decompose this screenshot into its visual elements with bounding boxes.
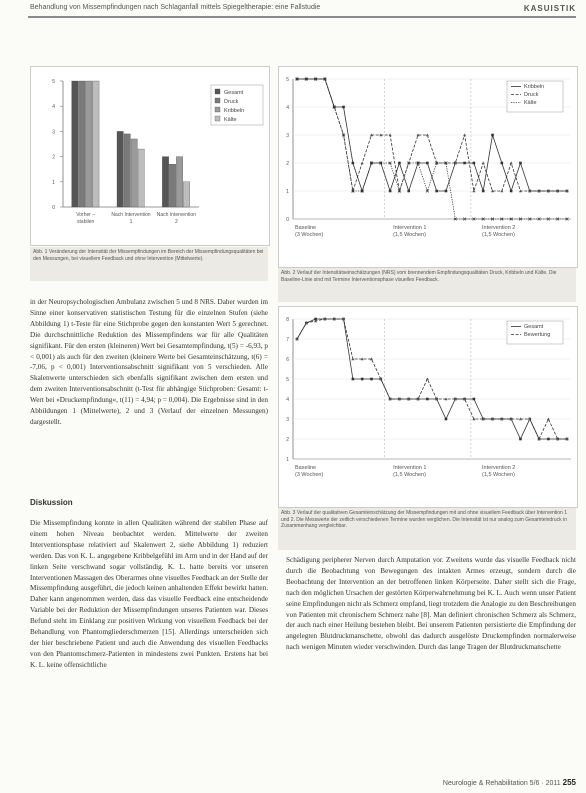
x-tick-label: Baseline <box>295 465 317 471</box>
data-point <box>510 161 513 164</box>
x-tick-label: Nach Intervention <box>156 212 196 218</box>
y-tick-label: 1 <box>286 457 289 463</box>
y-tick-label: 2 <box>286 161 289 167</box>
bar <box>86 81 92 207</box>
data-point <box>473 162 476 165</box>
line-chart-overall <box>279 307 577 507</box>
data-point <box>352 162 355 165</box>
x-tick-label: Intervention 1 <box>393 225 427 231</box>
line-chart-qualities <box>279 67 577 267</box>
x-tick-label: Intervention 1 <box>393 465 427 471</box>
x-tick-label: (1,5 Wochen) <box>393 232 427 238</box>
figure-3-caption: Abb. 3 Verlauf der qualitativen Gesamteinschätzung der Missempfindungen mit und ohne visuellem Feedback über Intervention 1 und 2. Die Messwerte der zeitlich verschiedenen Termine wurden verglichen. Die Intensität ist nur analog zum Gesamteindruck in Zusammenhang vergleichbar. <box>278 508 576 550</box>
header-rule <box>28 16 576 18</box>
data-point <box>426 133 429 136</box>
x-tick-label: (3 Wochen) <box>295 472 324 478</box>
running-title: Behandlung von Missempfindungen nach Schlaganfall mittels Spiegeltherapie: eine Fallstudie <box>30 4 321 11</box>
data-point <box>500 189 503 192</box>
body-left-discussion <box>30 518 268 780</box>
data-point <box>463 162 466 165</box>
bar-chart <box>31 67 269 245</box>
bar <box>79 81 85 207</box>
data-point <box>426 162 429 165</box>
x-tick-label: (1,5 Wochen) <box>393 472 427 478</box>
section-heading-discussion: Diskussion <box>30 498 73 507</box>
bar <box>162 157 168 207</box>
y-tick-label: 5 <box>52 79 55 85</box>
data-point <box>472 189 475 192</box>
body-left-results <box>30 297 268 479</box>
legend-label: Kribbeln <box>524 84 545 90</box>
data-point <box>351 357 354 360</box>
data-point <box>389 133 392 136</box>
y-tick-label: 4 <box>286 105 289 111</box>
data-point <box>482 190 485 193</box>
y-tick-label: 4 <box>286 397 289 403</box>
x-tick-label: Intervention 2 <box>482 465 516 471</box>
figure-2 <box>278 66 578 268</box>
body-right-discussion <box>286 555 576 765</box>
paragraph: in der Neuropsychologischen Ambulanz zwischen 5 und 8 NRS. Daher wurden im Sinne einer konservativen statistischen Testung für die einzelnen Stufen (siehe Abbildung 1) t-Teste für eine Stichprobe gegen den konstanten Wert 5 gerechnet. Die durchschnittliche Reduktion des Missempfindens war für alle Qualitäten signifikant. Für den ersten (kleineren) Wert bei Gesamtempfindung, t(5) = -6,93, p < 0,001) als auch für den zweiten (kleinere Werte bei Gesamteinschätzung, t(6) = -7,06, p < 0,001) Interventionsabschnitt signifikant von 5 verschieden. Alle Skalenwerte unterschieden sich ebenfalls signifikant zwischen dem ersten und dem zweiten Interventionsabschnitt (t-Test für abhängige Stichproben: Gesamt: t-Wert bei »Druckempfindung«, t(11) = 4,94; p = 0,004). Die Ergebnisse sind in den Abbildungen 1 (Mittelwerte), 2 und 3 (Verlauf der einzelnen Messungen) dargestellt. <box>30 298 268 426</box>
y-tick-label: 3 <box>286 133 289 139</box>
bar <box>117 131 123 207</box>
paragraph: Schädigung peripherer Nerven durch Amputation vor. Zweitens wurde das visuelle Feedback nicht durch die Beobachtung von Bewegungen des intakten Armes erzeugt, sondern durch die Beobachtung der Intervention an der betroffenen linken Körperseite. Daher stellt sich die Frage, nach den möglichen Ursachen der gestörten Körperwahrnehmung bei K. L. Auch wenn unser Patient seine Empfindungen nicht als Schmerz empfand, liegt trotzdem die Analogie zu den Beschreibungen von Patienten mit chronischem Schmerz nahe [8]. Man definiert chronischen Schmerz als Schmerz, der auch nach einer Heilung bestehen bleibt. Bei unserem Patienten persistierte die Empfindung der angelegten Blutdruckmanschette, obwohl das dadurch ausgelöste Druckempfinden normalerweise nach wenigen Minuten wieder verschwinden. Durch das lange Tragen der Blutdruckmanschette <box>286 556 576 652</box>
bar <box>176 157 182 207</box>
y-tick-label: 1 <box>52 179 55 186</box>
legend-swatch <box>215 107 220 112</box>
y-tick-label: 0 <box>52 205 55 211</box>
data-point <box>361 161 364 164</box>
data-point <box>398 162 401 165</box>
figure-2-caption: Abb. 2 Verlauf der Intensitätseinschätzungen (NRS) vom brennendem Empfindungsqualitäten Druck, Kribbeln und Kälte. Die Baseline-Linie sind mit Termine Interventionsphase visuelles Feedback. <box>278 268 576 302</box>
x-tick-label: 1 <box>129 219 133 225</box>
legend-label: Kribbeln <box>224 108 245 114</box>
y-tick-label: 2 <box>52 154 55 161</box>
bar <box>169 164 175 207</box>
legend-label: Druck <box>524 92 539 98</box>
y-tick-label: 0 <box>286 217 289 223</box>
x-tick-label: (1,5 Wochen) <box>482 472 515 478</box>
page-number: 255 <box>562 778 576 787</box>
legend-label: Druck <box>224 99 239 105</box>
legend-label: Gesamt <box>224 90 244 96</box>
journal-name: Neurologie & Rehabilitation 5/6 · 2011 <box>442 780 561 787</box>
data-point <box>342 106 345 109</box>
x-tick-label: stabilen <box>77 219 95 225</box>
y-tick-label: 8 <box>286 317 289 323</box>
x-tick-label: Intervention 2 <box>482 225 516 231</box>
data-point <box>463 133 466 136</box>
figure-1-caption: Abb. 1 Veränderung der Intensität der Missempfindungen im Bereich der Missempfindungsqualitäten bei den Messungen, bei visuellem Feedback und ohne Intervention (Mittelwerte). <box>30 247 268 281</box>
legend-swatch <box>215 116 220 121</box>
legend-label: Bewertung <box>524 332 551 338</box>
legend-swatch <box>215 89 220 94</box>
bar <box>131 139 137 207</box>
section-label: KASUISTIK <box>523 4 576 13</box>
data-point <box>472 417 475 420</box>
data-point <box>370 378 373 381</box>
data-point <box>547 438 550 441</box>
page-footer <box>443 778 576 787</box>
y-tick-label: 5 <box>286 77 289 83</box>
bar <box>183 182 189 207</box>
data-point <box>407 190 410 193</box>
data-point <box>426 377 429 380</box>
figure-1 <box>30 66 270 246</box>
data-point <box>519 162 522 165</box>
y-tick-label: 4 <box>52 104 55 111</box>
data-point <box>426 398 429 401</box>
x-tick-label: Baseline <box>295 225 317 231</box>
data-point <box>510 190 513 193</box>
y-tick-label: 1 <box>286 189 289 195</box>
figure-3 <box>278 306 578 508</box>
data-point <box>445 418 448 421</box>
bar <box>138 149 144 207</box>
legend-swatch <box>215 98 220 103</box>
data-point <box>445 190 448 193</box>
paragraph: Die Missempfindung konnte in allen Qualitäten während der stabilen Phase auf einem hohen Niveau beobachtet werden. Mittelwerte der zweiten Interventionsphase relativiert auf Skalenwert 2, siehe Abbildung 1) reduziert werden. Das von K. L. angegebene Kribbelgefühl im Arm und in der Hand auf der linken Seite verschwand sogar vollständig. K. L. hatte bereits vor unseren Interventionen Massagen des Oberarmes ohne visuelles Feedback an der Stelle der Missempfindung ausgeführt, die jedoch keinen anhaltenden Effekt bewirkt hatten. Daher kann angenommen werden, dass das visuelle Feedback eine entscheidende Variable bei der Reduktion der Missempfindungen unseres Patienten war. Dieses Befund steht im Einklang zur positiven Wirkung von visuellem Feedback bei der Behandlung von Phantomgliederschmerzen [15]. Allerdings unterscheiden sich der hier beschriebene Patient und auch die Anwendung des visuellen Feedbacks von den Phantomschmerz-Patienten in mindestens zwei Punkten. Erstens hat bei K. L. keine offensichtliche <box>30 519 268 669</box>
legend-label: Kälte <box>224 117 237 123</box>
x-tick-label: Vorher – <box>76 212 96 218</box>
y-tick-label: 7 <box>286 337 289 343</box>
x-tick-label: 2 <box>174 219 178 225</box>
data-point <box>482 161 485 164</box>
bar <box>124 134 130 207</box>
legend-label: Gesamt <box>524 324 544 330</box>
y-tick-label: 6 <box>286 357 289 363</box>
data-point <box>501 162 504 165</box>
bar <box>93 81 99 207</box>
legend-label: Kälte <box>524 100 537 106</box>
data-point <box>435 190 438 193</box>
y-tick-label: 3 <box>52 129 55 136</box>
data-point <box>473 398 476 401</box>
y-tick-label: 5 <box>286 377 289 383</box>
x-tick-label: Nach Intervention <box>111 212 151 218</box>
data-point <box>352 378 355 381</box>
data-point <box>361 378 364 381</box>
x-tick-label: (1,5 Wochen) <box>482 232 515 238</box>
y-tick-label: 3 <box>286 417 289 423</box>
data-point <box>547 417 550 420</box>
x-tick-label: (3 Wochen) <box>295 232 324 238</box>
data-point <box>491 134 494 137</box>
y-tick-label: 2 <box>286 437 289 443</box>
data-point <box>519 438 522 441</box>
data-point <box>389 190 392 193</box>
bar <box>72 81 78 207</box>
